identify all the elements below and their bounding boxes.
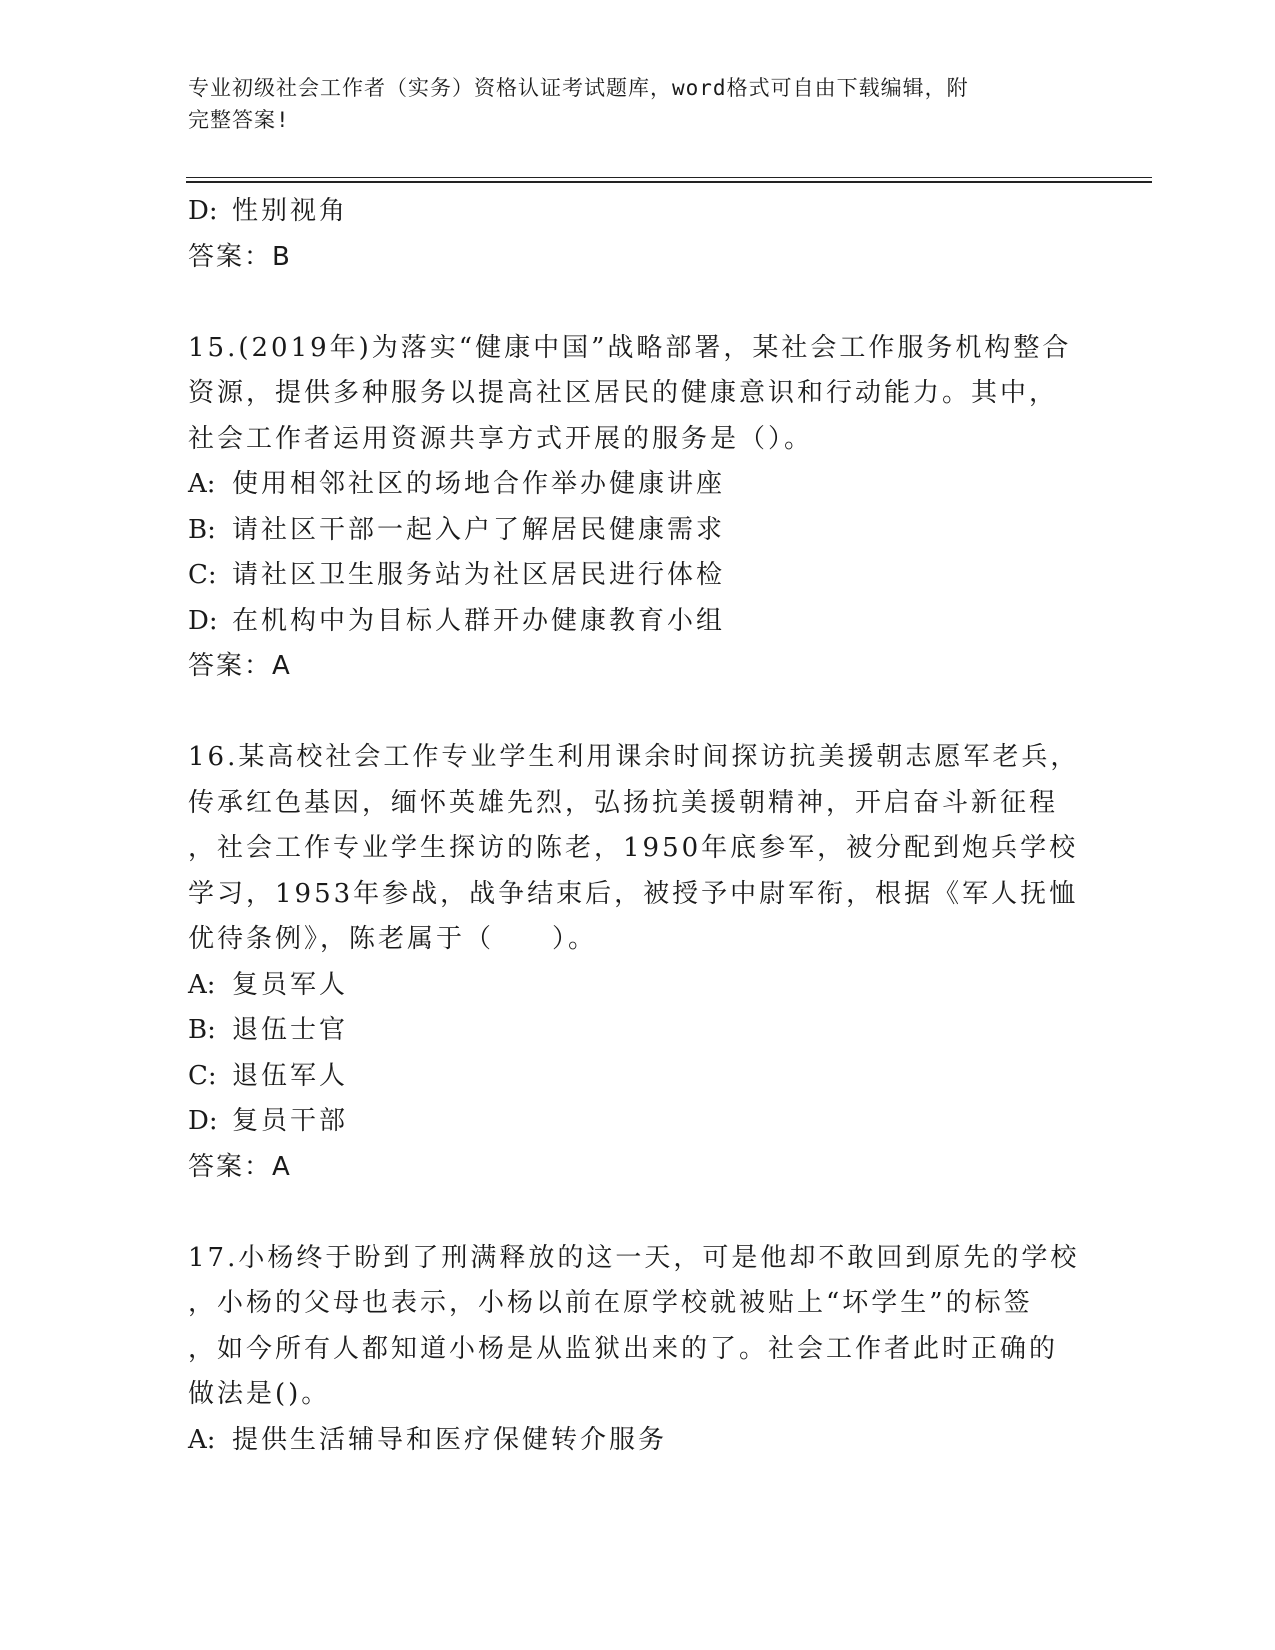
- option-key: C:: [188, 1060, 217, 1091]
- option-key: D:: [188, 1106, 218, 1136]
- question-stem-line: 学习，1953年参战，战争结束后，被授予中尉军衔，根据《军人抚恤: [188, 878, 1079, 909]
- option-text: 请社区干部一起入户了解居民健康需求: [232, 514, 726, 545]
- option-key: A:: [188, 1424, 216, 1455]
- option-text: 退伍士官: [232, 1015, 349, 1045]
- option-c: [188, 553, 1088, 599]
- option-text: 复员干部: [232, 1106, 349, 1136]
- question-stem-line: 17.小杨终于盼到了刑满释放的这一天，可是他却不敢回到原先的学校: [188, 1242, 1080, 1273]
- question-content: [188, 189, 1088, 1463]
- option-d: [188, 189, 1088, 235]
- question-16: [188, 735, 1088, 1190]
- answer-line: 答案：A: [188, 1151, 292, 1182]
- option-d: [188, 1099, 1088, 1145]
- question-stem-line: ，小杨的父母也表示，小杨以前在原学校就被贴上“坏学生”的标签: [188, 1288, 1033, 1318]
- option-key: C:: [188, 560, 217, 590]
- option-text: 退伍军人: [232, 1060, 349, 1091]
- header-divider-thick: [186, 181, 1152, 183]
- option-key: A:: [188, 969, 216, 1000]
- option-key: D:: [188, 196, 218, 226]
- header-divider-thin: [186, 177, 1152, 178]
- option-c: [188, 1054, 1088, 1100]
- page-header: [188, 72, 1088, 136]
- header-line-1: 专业初级社会工作者（实务）资格认证考试题库，word格式可自由下载编辑，附: [188, 76, 969, 100]
- question-stem-line: ，社会工作专业学生探访的陈老，1950年底参军，被分配到炮兵学校: [188, 833, 1079, 863]
- option-key: D:: [188, 605, 218, 636]
- question-stem-line: 做法是()。: [188, 1379, 331, 1409]
- option-a: [188, 462, 1088, 508]
- question-15: [188, 326, 1088, 690]
- option-key: B:: [188, 514, 216, 545]
- question-stem-line: 社会工作者运用资源共享方式开展的服务是（）。: [188, 423, 814, 454]
- answer-line: 答案：A: [188, 651, 292, 681]
- option-text: 在机构中为目标人群开办健康教育小组: [232, 605, 726, 636]
- option-text: 请社区卫生服务站为社区居民进行体检: [232, 560, 726, 590]
- option-text: 使用相邻社区的场地合作举办健康讲座: [232, 469, 726, 499]
- option-a: [188, 963, 1088, 1009]
- answer-line: 答案：B: [188, 241, 292, 272]
- option-text: 性别视角: [232, 196, 349, 226]
- question-17: [188, 1236, 1088, 1464]
- option-a: [188, 1418, 1088, 1464]
- option-key: A:: [188, 469, 216, 499]
- header-line-2: 完整答案!: [188, 108, 290, 132]
- question-stem-line: 16.某高校社会工作专业学生利用课余时间探访抗美援朝志愿军老兵，: [188, 742, 1080, 772]
- question-stem-line: 资源，提供多种服务以提高社区居民的健康意识和行动能力。其中，: [188, 378, 1059, 408]
- option-text: 提供生活辅导和医疗保健转介服务: [232, 1424, 668, 1455]
- option-key: B:: [188, 1015, 216, 1045]
- option-b: [188, 508, 1088, 554]
- question-stem-line: 优待条例》，陈老属于（ ）。: [188, 924, 598, 954]
- option-b: [188, 1008, 1088, 1054]
- question-stem-line: 15.(2019年)为落实“健康中国”战略部署，某社会工作服务机构整合: [188, 332, 1072, 363]
- option-text: 复员军人: [232, 969, 349, 1000]
- question-stem-line: ，如今所有人都知道小杨是从监狱出来的了。社会工作者此时正确的: [188, 1333, 1059, 1364]
- option-d: [188, 599, 1088, 645]
- question-stem-line: 传承红色基因，缅怀英雄先烈，弘扬抗美援朝精神，开启奋斗新征程: [188, 787, 1059, 818]
